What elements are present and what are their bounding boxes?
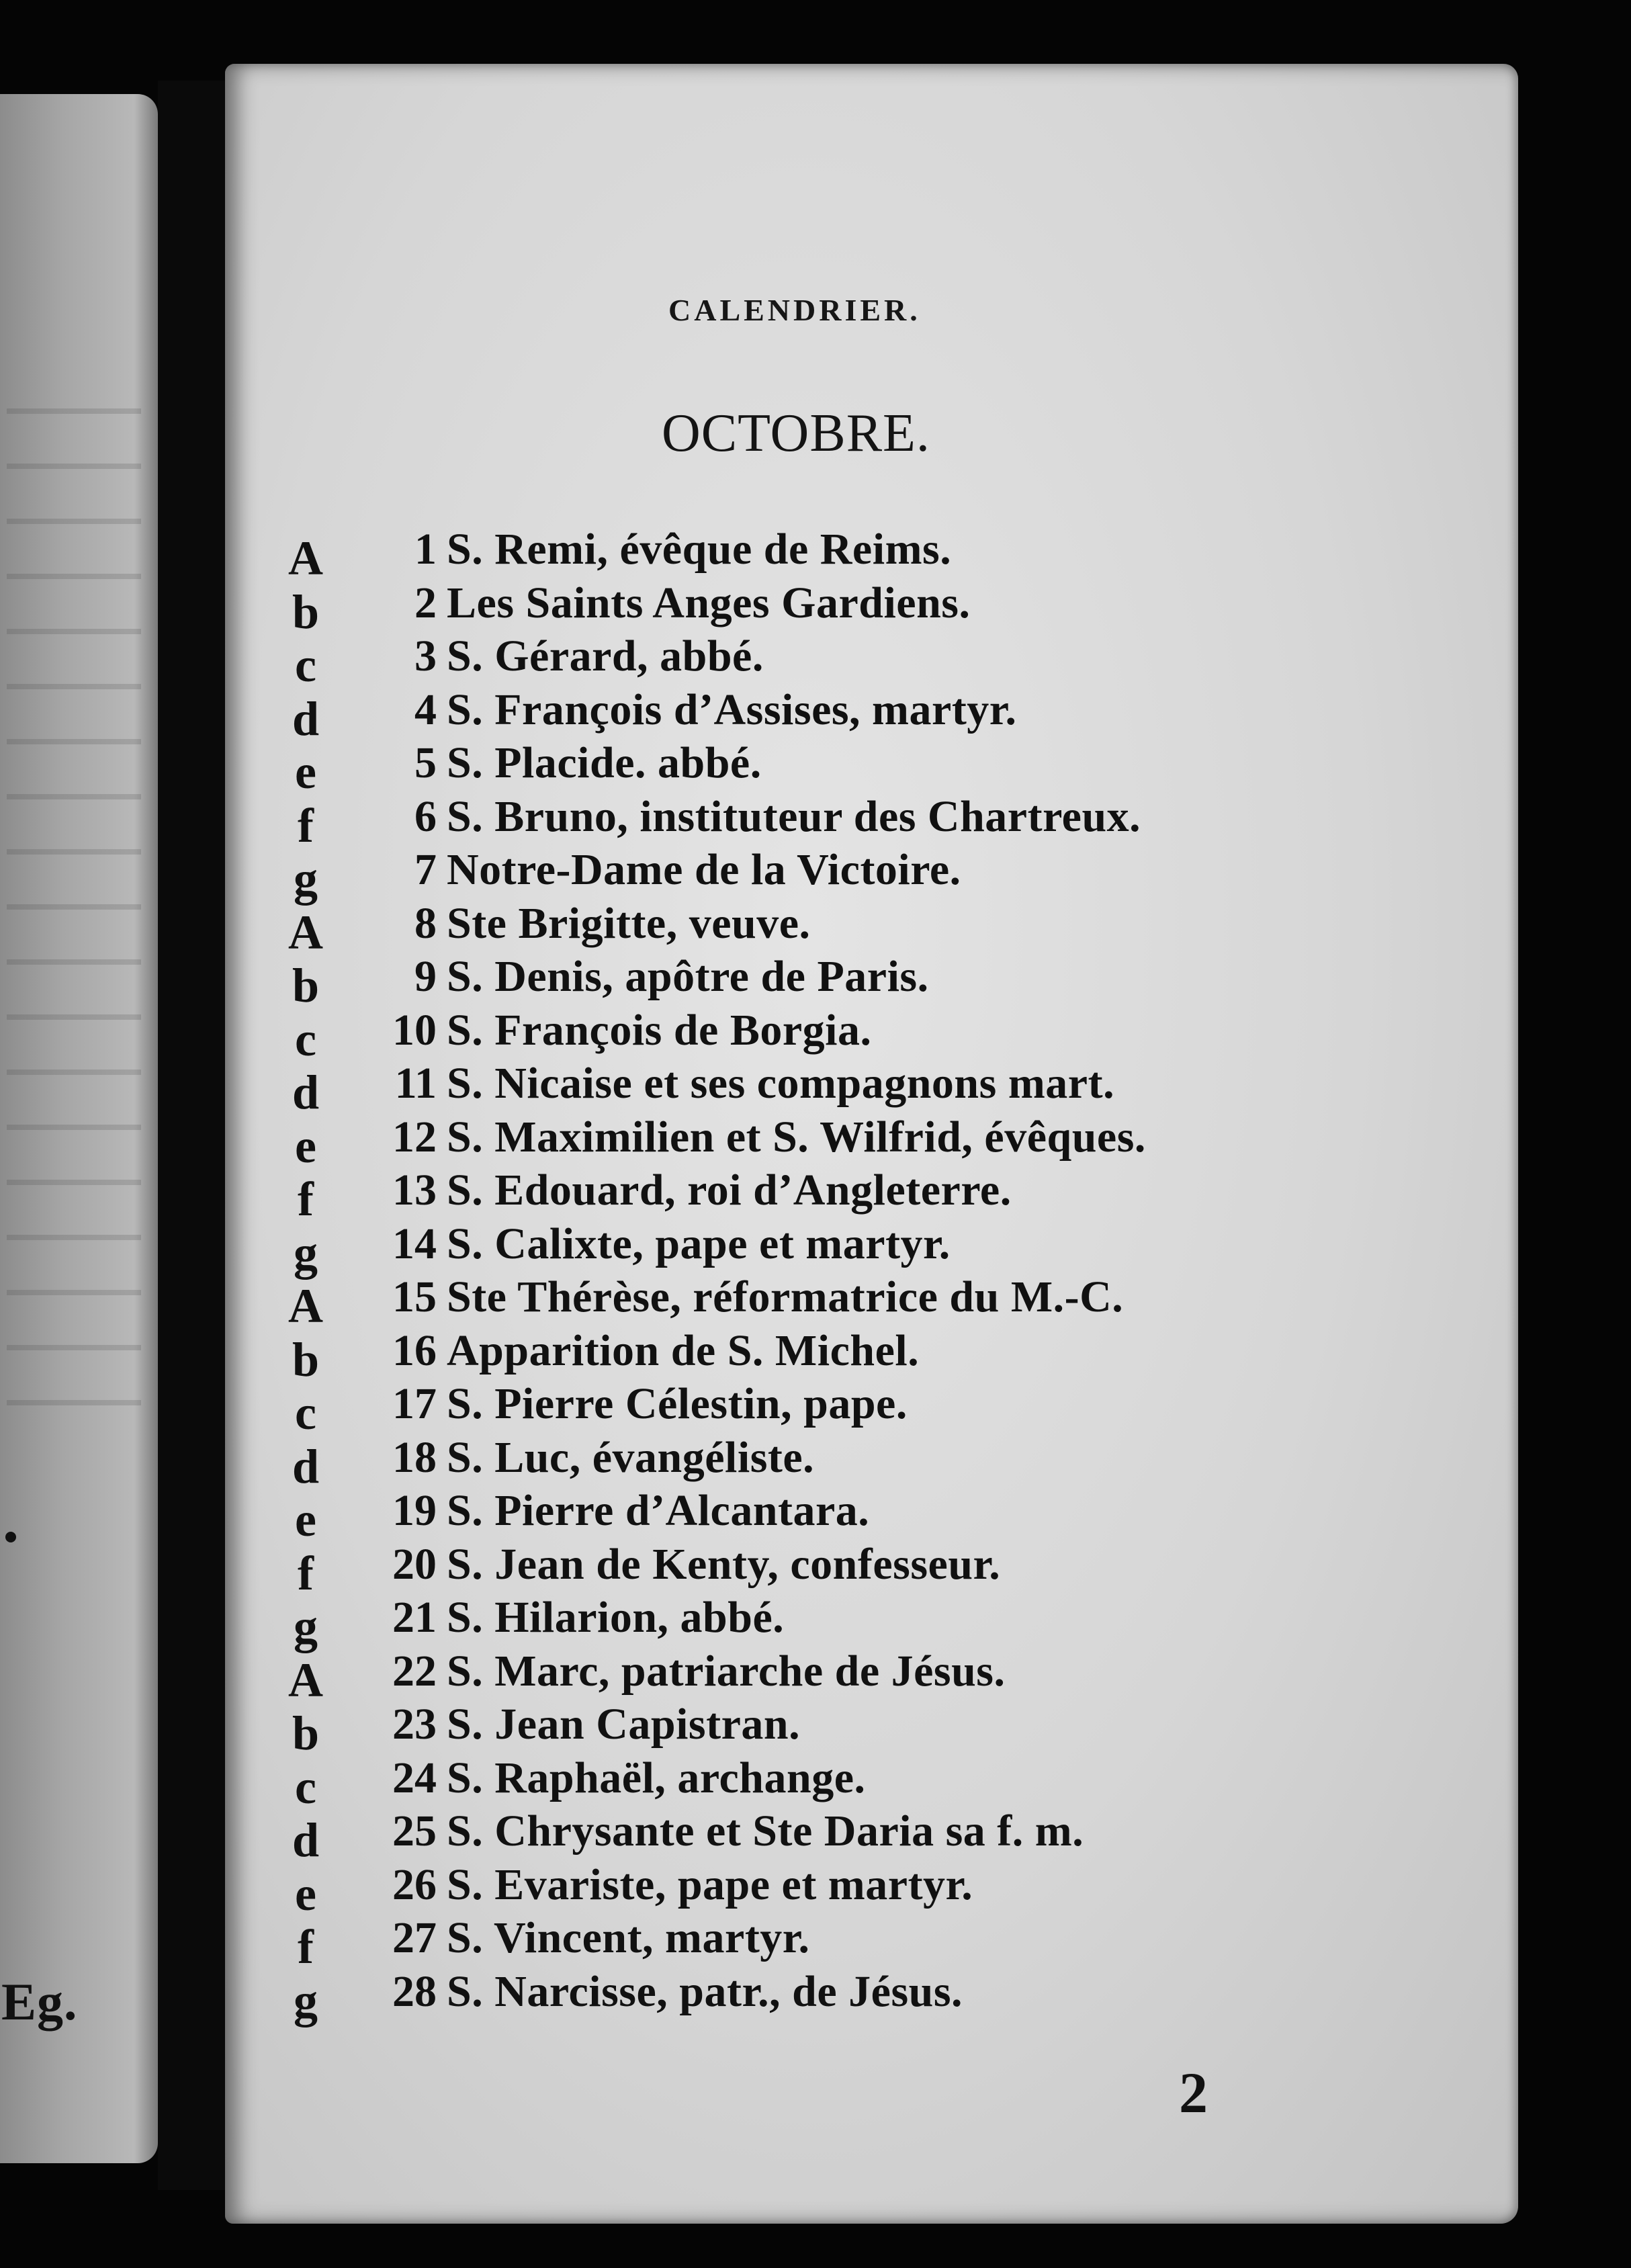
dominical-letter: e — [295, 1493, 316, 1546]
dominical-letter: c — [295, 638, 316, 692]
dominical-letter: A — [288, 531, 323, 585]
dominical-letter: b — [292, 1333, 320, 1387]
calendar-entry — [225, 685, 1518, 746]
running-head: CALENDRIER. — [668, 293, 921, 327]
calendar-entry — [225, 1966, 1518, 2027]
day-number: 6 — [414, 792, 437, 841]
day-number: 10 — [392, 1006, 437, 1055]
calendar-entry — [225, 578, 1518, 639]
feast-name: S. Chrysante et Ste Daria sa f. m. — [447, 1806, 1084, 1856]
feast-name: S. Remi, évêque de Reims. — [447, 525, 952, 574]
dominical-letter: e — [295, 1867, 316, 1921]
dominical-letter: d — [292, 1813, 320, 1867]
day-number: 9 — [414, 952, 437, 1001]
day-number: 27 — [392, 1913, 437, 1962]
dominical-letter: b — [292, 959, 320, 1012]
binding-gutter — [158, 81, 232, 2190]
calendar-entry — [225, 1646, 1518, 1707]
feast-name: S. Marc, patriarche de Jésus. — [447, 1647, 1006, 1696]
feast-name: S. Pierre d’Alcantara. — [447, 1486, 870, 1535]
month-title: OCTOBRE. — [662, 404, 930, 463]
feast-name: Ste Thérèse, réformatrice du M.-C. — [447, 1272, 1124, 1321]
day-number: 21 — [392, 1593, 437, 1642]
day-number: 8 — [414, 899, 437, 948]
feast-name: S. Narcisse, patr., de Jésus. — [447, 1967, 963, 2016]
calendar-page — [225, 64, 1518, 2224]
calendar-entry — [225, 1860, 1518, 1921]
previous-page-fragment: Eg. — [1, 1972, 78, 2031]
feast-name: S. Vincent, martyr. — [447, 1913, 810, 1962]
feast-name: S. Calixte, pape et martyr. — [447, 1219, 951, 1268]
calendar-entry — [225, 844, 1518, 906]
dominical-letter: f — [298, 1920, 314, 1974]
feast-name: Les Saints Anges Gardiens. — [447, 578, 971, 627]
feast-name: S. Raphaël, archange. — [447, 1753, 866, 1802]
previous-page-edge — [0, 94, 158, 2163]
feast-name: S. Edouard, roi d’Angleterre. — [447, 1166, 1012, 1215]
dominical-letter: g — [294, 1226, 318, 1280]
calendar-entry — [225, 1058, 1518, 1119]
calendar-entry — [225, 1539, 1518, 1600]
feast-name: S. Jean de Kenty, confesseur. — [447, 1540, 1001, 1589]
feast-name: Notre-Dame de la Victoire. — [447, 845, 961, 894]
dominical-letter: g — [294, 852, 318, 906]
dominical-letter: f — [298, 1172, 314, 1226]
feast-name: S. François d’Assises, martyr. — [447, 685, 1017, 734]
day-number: 19 — [392, 1486, 437, 1535]
dominical-letter: A — [288, 1279, 323, 1333]
dominical-letter: f — [298, 1546, 314, 1600]
feast-name: S. Pierre Célestin, pape. — [447, 1379, 908, 1428]
day-number: 20 — [392, 1540, 437, 1589]
feast-name: S. Placide. abbé. — [447, 738, 762, 787]
page-number: 2 — [1179, 2060, 1208, 2125]
day-number: 17 — [392, 1379, 437, 1428]
calendar-entry — [225, 1165, 1518, 1226]
dominical-letter: c — [295, 1386, 316, 1440]
feast-name: S. Bruno, instituteur des Chartreux. — [447, 792, 1141, 841]
calendar-entry — [225, 631, 1518, 692]
feast-name: S. Nicaise et ses compagnons mart. — [447, 1059, 1115, 1108]
bleed-through-text — [7, 376, 141, 1418]
calendar-entry — [225, 1913, 1518, 1974]
calendar-entry — [225, 951, 1518, 1012]
calendar-entry — [225, 1379, 1518, 1440]
dominical-letter: d — [292, 1440, 320, 1493]
dominical-letter: b — [292, 585, 320, 639]
feast-name: Ste Brigitte, veuve. — [447, 899, 811, 948]
day-number: 1 — [414, 525, 437, 574]
feast-name: S. Jean Capistran. — [447, 1700, 801, 1749]
dominical-letter: d — [292, 692, 320, 746]
day-number: 7 — [414, 845, 437, 894]
dominical-letter: A — [288, 906, 323, 959]
calendar-entry — [225, 738, 1518, 799]
calendar-entry — [225, 524, 1518, 585]
calendar-entry — [225, 791, 1518, 853]
feast-name: Apparition de S. Michel. — [447, 1326, 920, 1375]
day-number: 16 — [392, 1326, 437, 1375]
calendar-entries — [225, 64, 1518, 2224]
feast-name: S. Luc, évangéliste. — [447, 1433, 815, 1482]
day-number: 4 — [414, 685, 437, 734]
calendar-entry — [225, 898, 1518, 959]
dominical-letter: e — [295, 1119, 316, 1173]
calendar-entry — [225, 1753, 1518, 1814]
calendar-entry — [225, 1005, 1518, 1066]
calendar-entry — [225, 1806, 1518, 1867]
day-number: 13 — [392, 1166, 437, 1215]
dominical-letter: g — [294, 1974, 318, 2027]
day-number: 12 — [392, 1113, 437, 1162]
feast-name: S. Hilarion, abbé. — [447, 1593, 785, 1642]
dominical-letter: g — [294, 1600, 318, 1653]
day-number: 18 — [392, 1433, 437, 1482]
feast-name: S. Maximilien et S. Wilfrid, évêques. — [447, 1113, 1146, 1162]
day-number: 15 — [392, 1272, 437, 1321]
day-number: 2 — [414, 578, 437, 627]
day-number: 26 — [392, 1860, 437, 1909]
calendar-entry — [225, 1325, 1518, 1387]
calendar-entry — [225, 1272, 1518, 1333]
calendar-entry — [225, 1592, 1518, 1653]
day-number: 11 — [394, 1059, 437, 1108]
feast-name: S. François de Borgia. — [447, 1006, 872, 1055]
day-number: 24 — [392, 1753, 437, 1802]
calendar-entry — [225, 1112, 1518, 1173]
feast-name: S. Evariste, pape et martyr. — [447, 1860, 973, 1909]
calendar-entry — [225, 1699, 1518, 1760]
dominical-letter: f — [298, 799, 314, 853]
day-number: 25 — [392, 1806, 437, 1856]
feast-name: S. Denis, apôtre de Paris. — [447, 952, 929, 1001]
dominical-letter: c — [295, 1760, 316, 1814]
feast-name: S. Gérard, abbé. — [447, 631, 764, 681]
calendar-entry — [225, 1432, 1518, 1493]
calendar-entry — [225, 1219, 1518, 1280]
day-number: 5 — [414, 738, 437, 787]
day-number: 22 — [392, 1647, 437, 1696]
ink-dot — [5, 1532, 16, 1542]
dominical-letter: c — [295, 1012, 316, 1066]
day-number: 3 — [414, 631, 437, 681]
day-number: 28 — [392, 1967, 437, 2016]
day-number: 14 — [392, 1219, 437, 1268]
dominical-letter: e — [295, 745, 316, 799]
calendar-entry — [225, 1485, 1518, 1546]
dominical-letter: A — [288, 1653, 323, 1707]
day-number: 23 — [392, 1700, 437, 1749]
dominical-letter: b — [292, 1706, 320, 1760]
dominical-letter: d — [292, 1065, 320, 1119]
